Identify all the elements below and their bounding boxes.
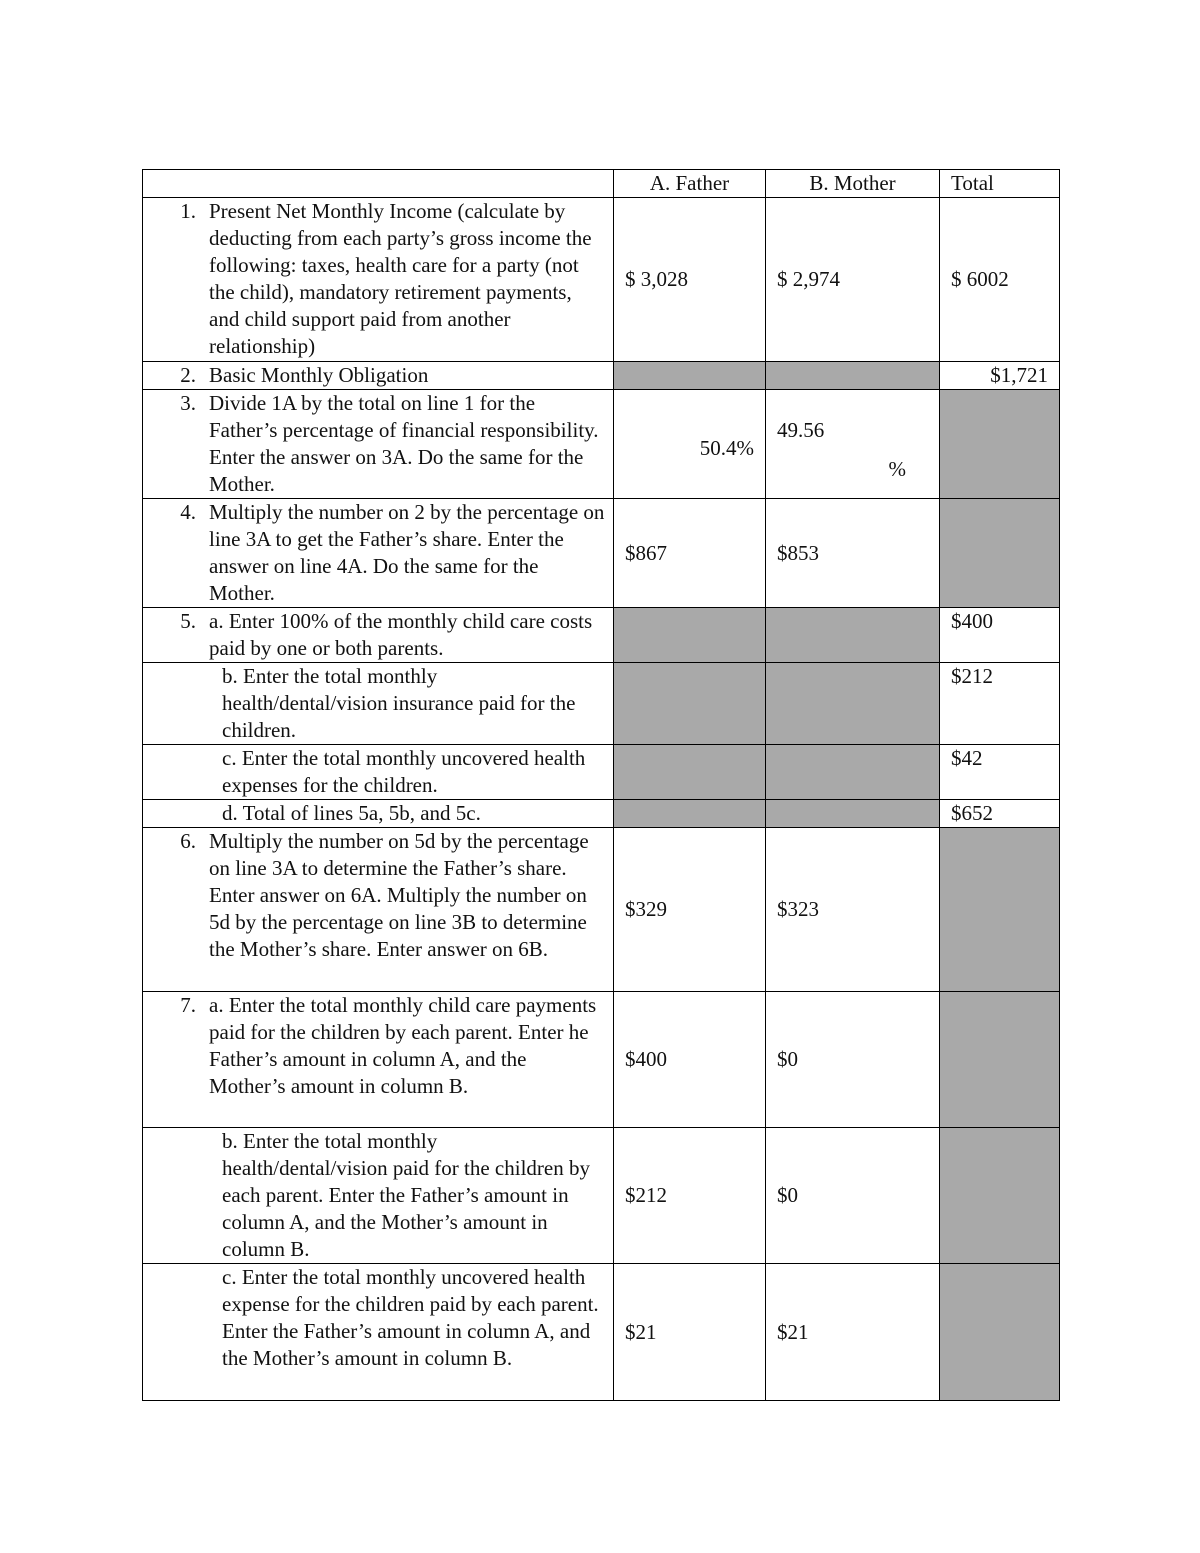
header-mother: B. Mother — [766, 170, 940, 198]
row-description — [143, 745, 614, 800]
line-text: b. Enter the total monthly health/dental/vision paid for the children by each parent. Enter the Father’s amount in column A, and the Mother’s amount in column B. — [222, 1129, 590, 1261]
shaded-cell — [766, 800, 940, 828]
table-header-row — [143, 170, 1060, 198]
total-value: $652 — [940, 800, 1060, 828]
line-text: c. Enter the total monthly uncovered health expense for the children paid by each parent. Enter the Father’s amount in column A, and the Mother’s amount in column B. — [222, 1265, 599, 1370]
line-number: 3. — [180, 391, 196, 415]
mother-percentage: 49.56 — [777, 418, 825, 442]
row-description — [143, 362, 614, 390]
table-row — [143, 1128, 1060, 1264]
line-text: a. Enter the total monthly child care payments paid for the children by each parent. Enter he Father’s amount in column A, and the Mother’s amount in column B. — [209, 993, 597, 1098]
shaded-cell — [940, 390, 1060, 499]
total-value: $42 — [940, 745, 1060, 800]
row-description — [143, 390, 614, 499]
header-total: Total — [940, 170, 1060, 198]
shaded-cell — [940, 1128, 1060, 1264]
shaded-cell — [940, 992, 1060, 1128]
shaded-cell — [766, 745, 940, 800]
table-row — [143, 992, 1060, 1128]
line-text: Present Net Monthly Income (calculate by deducting from each party’s gross income the following: taxes, health care for a party (not the child), mandatory retirement payments, and child support paid from another relationship) — [209, 199, 592, 358]
shaded-cell — [940, 499, 1060, 608]
shaded-cell — [940, 1264, 1060, 1401]
row-description — [143, 992, 614, 1128]
shaded-cell — [614, 745, 766, 800]
row-description — [143, 663, 614, 745]
shaded-cell — [766, 362, 940, 390]
line-number: 4. — [180, 500, 196, 524]
line-number: 2. — [180, 363, 196, 387]
table-row — [143, 608, 1060, 663]
table-row — [143, 390, 1060, 499]
father-value: $212 — [614, 1128, 766, 1264]
child-support-worksheet-table — [142, 169, 1060, 1401]
table-row — [143, 362, 1060, 390]
line-text: b. Enter the total monthly health/dental/vision insurance paid for the children. — [222, 664, 576, 742]
row-description — [143, 608, 614, 663]
line-text: Divide 1A by the total on line 1 for the Father’s percentage of financial responsibility. Enter the answer on 3A. Do the same for the Mother. — [209, 391, 599, 496]
father-value: $ 3,028 — [614, 198, 766, 362]
father-value: $867 — [614, 499, 766, 608]
line-number: 7. — [180, 993, 196, 1017]
mother-value: $0 — [766, 992, 940, 1128]
line-text: Multiply the number on 2 by the percentage on line 3A to get the Father’s share. Enter the answer on line 4A. Do the same for the Mother. — [209, 500, 605, 605]
total-value: $400 — [940, 608, 1060, 663]
table-row — [143, 745, 1060, 800]
total-value: $1,721 — [940, 362, 1060, 390]
shaded-cell — [614, 663, 766, 745]
father-percentage: 50.4% — [699, 435, 754, 460]
father-percentage-cell — [614, 390, 766, 499]
mother-percentage-cell — [766, 390, 940, 499]
table-row — [143, 800, 1060, 828]
row-description — [143, 1264, 614, 1401]
total-value: $ 6002 — [940, 198, 1060, 362]
shaded-cell — [766, 608, 940, 663]
father-value: $400 — [614, 992, 766, 1128]
line-number: 1. — [180, 199, 196, 223]
table-row — [143, 198, 1060, 362]
mother-value: $853 — [766, 499, 940, 608]
row-description — [143, 1128, 614, 1264]
total-value: $212 — [940, 663, 1060, 745]
mother-value: $323 — [766, 828, 940, 992]
table-row — [143, 1264, 1060, 1401]
header-father: A. Father — [614, 170, 766, 198]
father-value: $21 — [614, 1264, 766, 1401]
row-description — [143, 828, 614, 992]
mother-percentage-unit: % — [888, 457, 906, 481]
table-row — [143, 828, 1060, 992]
shaded-cell — [766, 663, 940, 745]
line-number: 6. — [180, 829, 196, 853]
table-row — [143, 663, 1060, 745]
header-blank-cell — [143, 170, 614, 198]
mother-value: $ 2,974 — [766, 198, 940, 362]
line-number: 5. — [180, 609, 196, 633]
shaded-cell — [614, 608, 766, 663]
line-text: d. Total of lines 5a, 5b, and 5c. — [222, 801, 481, 825]
row-description — [143, 198, 614, 362]
shaded-cell — [614, 800, 766, 828]
line-text: c. Enter the total monthly uncovered health expenses for the children. — [222, 746, 586, 797]
line-text: Multiply the number on 5d by the percentage on line 3A to determine the Father’s share. Enter answer on 6A. Multiply the number on 5d by the percentage on line 3B to determine the Mother’s share. Enter answer on 6B. — [209, 829, 589, 961]
row-description — [143, 800, 614, 828]
mother-value: $21 — [766, 1264, 940, 1401]
shaded-cell — [614, 362, 766, 390]
line-text: Basic Monthly Obligation — [209, 363, 429, 387]
mother-value: $0 — [766, 1128, 940, 1264]
row-description — [143, 499, 614, 608]
shaded-cell — [940, 828, 1060, 992]
father-value: $329 — [614, 828, 766, 992]
line-text: a. Enter 100% of the monthly child care costs paid by one or both parents. — [209, 609, 593, 660]
table-row — [143, 499, 1060, 608]
